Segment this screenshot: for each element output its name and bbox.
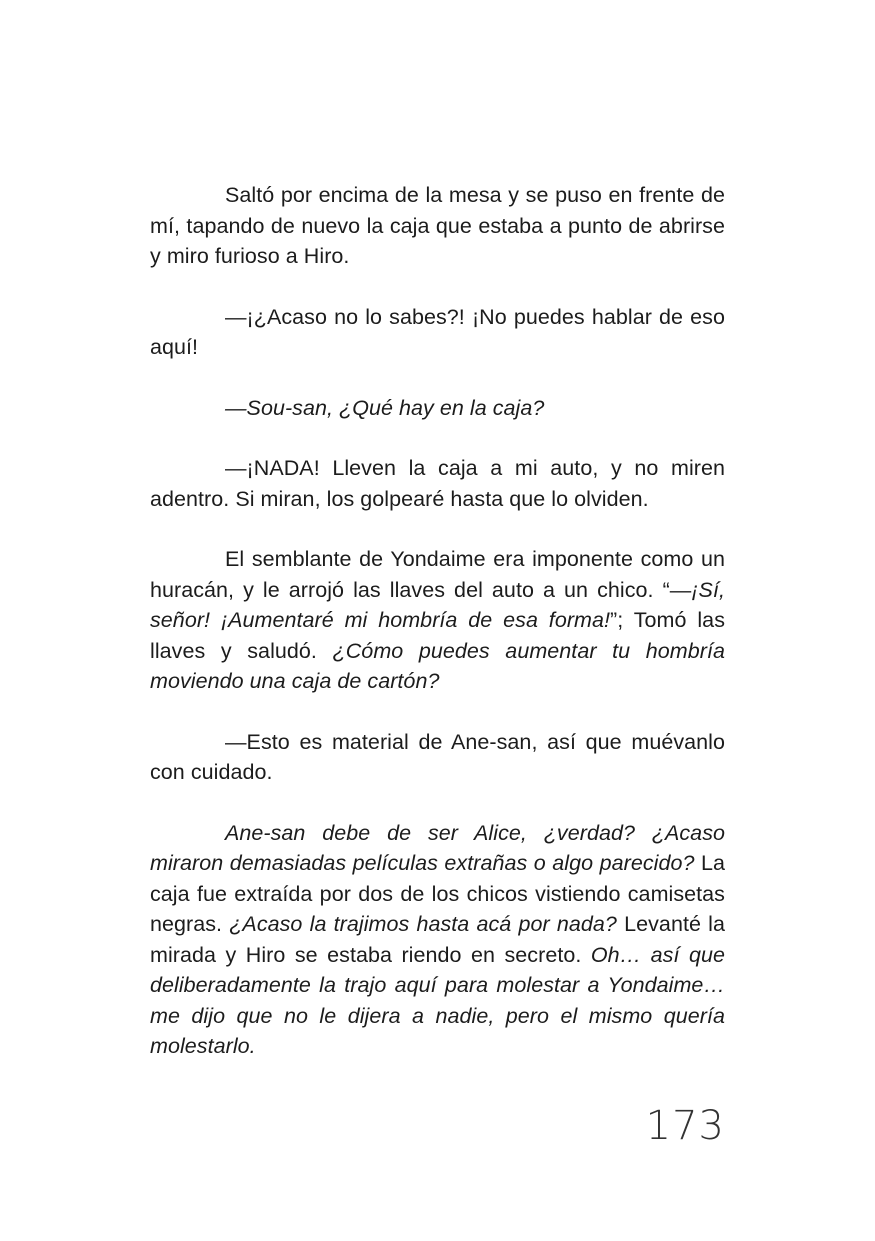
text-segment: —¡NADA! Lleven la caja a mi auto, y no miren adentro. Si miran, los golpearé hasta que lo olviden. xyxy=(150,456,725,511)
text-segment-italic: ¡Sí, señor! ¡Aumentaré mi hombría de esa forma! xyxy=(150,577,725,632)
paragraph xyxy=(150,393,725,424)
text-segment-italic: —Sou-san, ¿Qué hay en la caja? xyxy=(225,395,545,420)
page-body xyxy=(150,180,725,1092)
text-segment: Levanté la mirada y Hiro se estaba riendo en secreto. xyxy=(150,912,725,967)
page-number: 173 xyxy=(645,1103,725,1149)
text-segment: —Esto es material de Ane-san, así que muévanlo con cuidado. xyxy=(150,729,725,784)
text-segment-italic: ¿Acaso la trajimos hasta acá por nada? xyxy=(229,912,617,936)
paragraph xyxy=(150,727,725,788)
text-segment: ”; Tomó las llaves y saludó. xyxy=(150,608,725,663)
text-segment: El semblante de Yondaime era imponente como un huracán, y le arrojó las llaves del auto a un chico. “— xyxy=(150,547,725,602)
text-segment-italic: Oh… así que deliberadamente la trajo aquí para molestar a Yondaime… me dijo que no le dijera a nadie, pero el mismo quería molestarlo. xyxy=(150,942,725,1058)
paragraph xyxy=(150,818,725,1062)
paragraph xyxy=(150,180,725,272)
text-segment-italic: ¿Cómo puedes aumentar tu hombría moviendo una caja de cartón? xyxy=(150,638,725,693)
text-segment: La caja fue extraída por dos de los chicos vistiendo camisetas negras. xyxy=(150,851,726,936)
paragraph xyxy=(150,453,725,514)
paragraph xyxy=(150,302,725,363)
paragraph xyxy=(150,544,725,697)
text-segment: —¡¿Acaso no lo sabes?! ¡No puedes hablar de eso aquí! xyxy=(150,304,725,359)
text-segment: Saltó por encima de la mesa y se puso en frente de mí, tapando de nuevo la caja que estaba a punto de abrirse y miro furioso a Hiro. xyxy=(150,183,725,268)
text-segment-italic: Ane-san debe de ser Alice, ¿verdad? ¿Acaso miraron demasiadas películas extrañas o algo parecido? xyxy=(150,820,725,875)
